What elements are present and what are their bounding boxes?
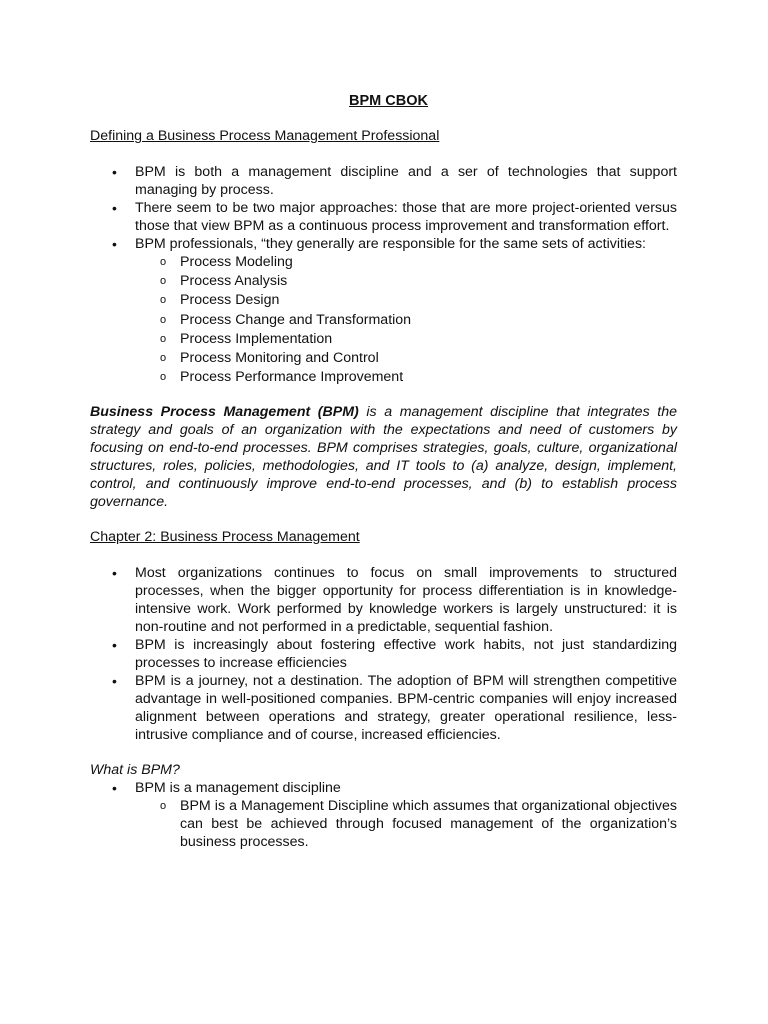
list-item — [90, 779, 677, 851]
document-title: BPM CBOK — [349, 93, 428, 109]
sub-bullet-icon: o — [160, 275, 167, 288]
list-item-text: BPM is both a management discipline and a ser of technologies that support managing by process. — [135, 164, 677, 198]
sub-list-item — [135, 349, 677, 367]
bullet-icon: • — [112, 236, 117, 252]
sub-bullet-icon: o — [160, 351, 167, 364]
section-heading-bpm-professional: Defining a Business Process Management Professional — [90, 128, 440, 144]
list-item — [90, 564, 677, 636]
sub-list-item-text: Process Analysis — [180, 273, 288, 290]
sub-bullet-icon: o — [160, 800, 167, 813]
activities-list — [135, 253, 677, 386]
sub-list-item-text: Process Monitoring and Control — [180, 349, 379, 366]
list-item — [90, 199, 677, 235]
bullet-icon: • — [112, 637, 117, 654]
list-item — [90, 235, 677, 386]
list-item-text: BPM is a management discipline — [135, 780, 341, 797]
bullet-icon: • — [112, 673, 117, 690]
bpm-definition-paragraph — [90, 403, 677, 511]
section-heading-what-is-bpm: What is BPM? — [90, 762, 180, 779]
sub-list-item — [135, 797, 677, 851]
sub-list-item-text: Process Implementation — [180, 330, 333, 347]
list-item-text: BPM is increasingly about fostering effective work habits, not just standardizing processes to increase efficiencies — [135, 637, 677, 672]
document-page — [90, 92, 677, 852]
list-item-text: Most organizations continues to focus on small improvements to structured processes, when the bigger opportunity for process differentiation is in knowledge-intensive work. Work performed by knowledge workers is largely unstructured: it is non-routine and not performed in a predictable, sequential fashion. — [135, 565, 677, 636]
sub-list-item — [135, 311, 677, 329]
definition-text: is a management discipline that integrates the strategy and goals of an organization with the expectations and need of customers by focusing on end-to-end processes. BPM comprises strategies, goals, culture, organizational structures, roles, policies, methodologies, and IT tools to (a) analyze, design, implement, control, and continuously improve end-to-end processes, and (b) to establish process governance. — [90, 404, 677, 511]
sub-list-item — [135, 253, 677, 271]
definition-term: Business Process Management (BPM) — [90, 404, 359, 421]
bullet-icon: • — [112, 780, 117, 797]
list-item — [90, 636, 677, 672]
bullet-icon: • — [112, 164, 117, 180]
bpm-professional-list — [90, 163, 677, 386]
list-item-text: BPM is a journey, not a destination. The adoption of BPM will strengthen competitive advantage in well-positioned companies. BPM-centric companies will enjoy increased alignment between operations and strategy, greater operational resilience, less-intrusive compliance and of course, increased efficiencies. — [135, 673, 677, 744]
what-is-bpm-sub-list — [135, 797, 677, 851]
sub-list-item — [135, 291, 677, 309]
chapter-2-list — [90, 564, 677, 744]
sub-list-item-text: Process Performance Improvement — [180, 369, 404, 386]
sub-bullet-icon: o — [160, 371, 167, 384]
sub-list-item — [135, 330, 677, 348]
sub-list-item-text: Process Design — [180, 292, 280, 309]
list-item-text: BPM professionals, “they generally are responsible for the same sets of activities: — [135, 236, 646, 252]
list-item-text: There seem to be two major approaches: those that are more project-oriented versus those that view BPM as a continuous process improvement and transformation effort. — [135, 200, 677, 234]
list-item — [90, 672, 677, 744]
list-item — [90, 163, 677, 199]
sub-bullet-icon: o — [160, 313, 167, 326]
sub-list-item-text: Process Change and Transformation — [180, 311, 412, 328]
sub-list-item-text: Process Modeling — [180, 254, 293, 270]
sub-list-item-text: BPM is a Management Discipline which assumes that organizational objectives can best be achieved through focused management of the organization’s business processes. — [180, 798, 677, 851]
sub-list-item — [135, 368, 677, 386]
sub-bullet-icon: o — [160, 256, 167, 268]
bullet-icon: • — [112, 565, 117, 582]
what-is-bpm-list — [90, 779, 677, 851]
sub-list-item — [135, 272, 677, 290]
sub-bullet-icon: o — [160, 294, 167, 307]
bullet-icon: • — [112, 200, 117, 216]
section-heading-chapter-2: Chapter 2: Business Process Management — [90, 529, 360, 546]
sub-bullet-icon: o — [160, 332, 167, 345]
